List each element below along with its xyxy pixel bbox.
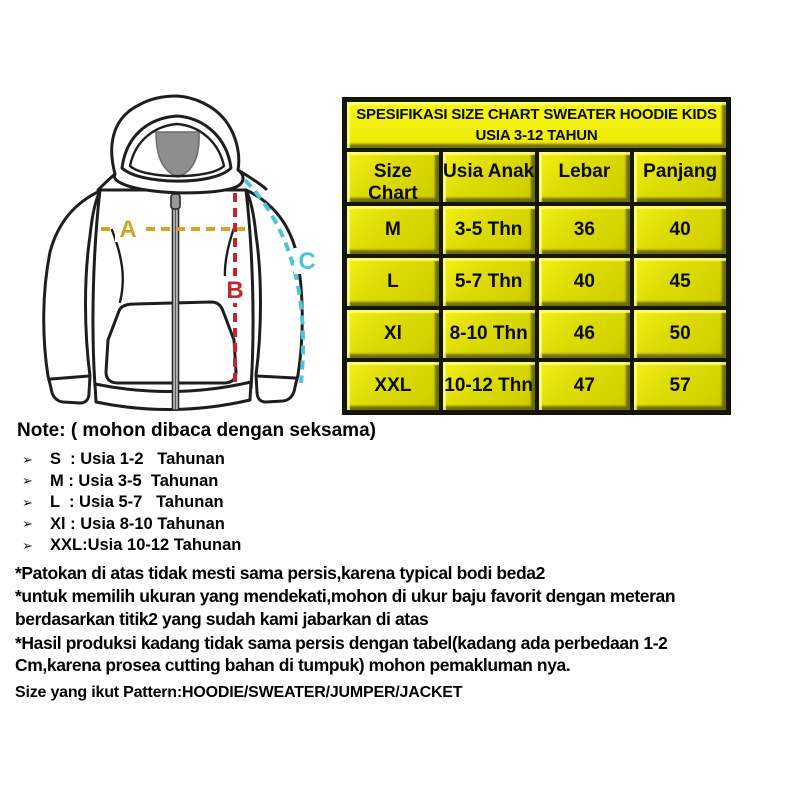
size-table-title-line2: USIA 3-12 TAHUN <box>475 127 598 144</box>
col-header-size-chart: Size Chart <box>347 152 439 202</box>
cell-usia-xxl: 10-12 Thn <box>443 362 535 410</box>
col-header-usia-anak: Usia Anak <box>443 152 535 202</box>
bullet-arrow-icon: ➢ <box>22 473 33 489</box>
bullet-arrow-icon: ➢ <box>22 516 33 532</box>
col-header-panjang: Panjang <box>634 152 726 202</box>
col-header-lebar: Lebar <box>539 152 631 202</box>
hoodie-drawing <box>18 76 330 424</box>
cell-panjang-m: 40 <box>634 206 726 254</box>
bullet-size-xl <box>15 514 785 536</box>
bullet-size-s <box>15 449 785 471</box>
note-para-1: *Patokan di atas tidak mesti sama persis,karena typical bodi beda2 <box>15 562 545 583</box>
measure-a-label: A <box>119 216 137 243</box>
bullet-size-xxl <box>15 535 785 557</box>
notes-paragraphs <box>15 562 785 705</box>
cell-lebar-m: 36 <box>539 206 631 254</box>
measure-b-label: B <box>226 277 244 304</box>
cell-usia-m: 3-5 Thn <box>443 206 535 254</box>
hoodie-pocket <box>106 302 236 383</box>
cell-usia-xl: 8-10 Thn <box>443 310 535 358</box>
bullet-size-m-text: M : Usia 3-5 Tahunan <box>50 471 219 490</box>
cell-size-xl: Xl <box>347 310 439 358</box>
cell-lebar-xl: 46 <box>539 310 631 358</box>
cell-size-l: L <box>347 258 439 306</box>
note-para-pattern: Size yang ikut Pattern:HOODIE/SWEATER/JUMPER/JACKET <box>15 684 463 702</box>
hood-connect-left <box>98 174 115 190</box>
bullet-size-m <box>15 471 785 493</box>
bullet-arrow-icon: ➢ <box>22 451 33 467</box>
cell-panjang-xxl: 57 <box>634 362 726 410</box>
hoodie-diagram <box>18 76 330 424</box>
hoodie-left-sleeve <box>44 191 100 403</box>
cell-size-m: M <box>347 206 439 254</box>
zipper <box>171 188 180 410</box>
note-para-2-line1: *untuk memilih ukuran yang mendekati,mohon di ukur baju favorit dengan meteran <box>15 586 676 607</box>
bullet-size-s-text: S : Usia 1-2 Tahunan <box>50 450 225 469</box>
cell-panjang-xl: 50 <box>634 310 726 358</box>
cell-lebar-l: 40 <box>539 258 631 306</box>
notes-heading: Note: ( mohon dibaca dengan seksama) <box>17 420 376 441</box>
cell-lebar-xxl: 47 <box>539 362 631 410</box>
note-para-3-line2: Cm,karena prosea cutting bahan di tumpuk) mohon pemakluman nya. <box>15 655 571 676</box>
bullet-arrow-icon: ➢ <box>22 494 33 510</box>
cell-size-xxl: XXL <box>347 362 439 410</box>
cell-usia-l: 5-7 Thn <box>443 258 535 306</box>
size-table-title-line1: SPESIFIKASI SIZE CHART SWEATER HOODIE KIDS <box>356 106 717 123</box>
bullet-arrow-icon: ➢ <box>22 537 33 553</box>
size-table-title <box>347 102 726 148</box>
bullet-size-l-text: L : Usia 5-7 Tahunan <box>50 493 224 512</box>
note-para-3-line1: *Hasil produksi kadang tidak sama persis dengan tabel(kadang ada perbedaan 1-2 <box>15 632 668 653</box>
zipper-pull <box>171 194 180 209</box>
cell-panjang-l: 45 <box>634 258 726 306</box>
note-para-2-line2: berdasarkan titik2 yang sudah kami jabarkan di atas <box>15 608 429 629</box>
bullet-size-l <box>15 492 785 514</box>
measure-c-label: C <box>298 248 316 275</box>
bullet-size-xl-text: Xl : Usia 8-10 Tahunan <box>50 514 225 533</box>
bullet-size-xxl-text: XXL:Usia 10-12 Tahunan <box>50 536 242 555</box>
notes-section <box>15 420 785 705</box>
right-cuff-line <box>257 376 295 378</box>
size-table <box>342 97 731 415</box>
